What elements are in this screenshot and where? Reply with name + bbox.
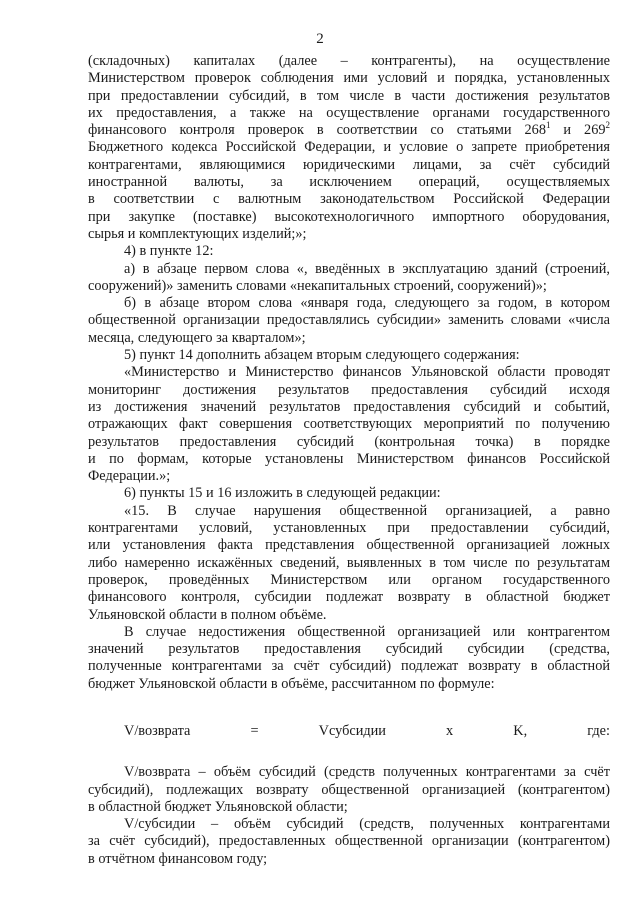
text-line: мониторинг достижения результатов предоставления субсидий исходя xyxy=(88,381,610,398)
text-line: «Министерство и Министерство финансов Ульяновской области проводят xyxy=(124,364,610,381)
text-line: субсидий), подлежащих возврату общественной организацией (контрагентом) xyxy=(88,781,610,798)
text-line: за счёт субсидий), предоставленных общественной организации (контрагентом) xyxy=(88,833,610,850)
text-line: «15. В случае нарушения общественной организацией, а равно xyxy=(124,502,610,519)
text-fragment: финансового контроля проверок в соответствии со статьями 268 xyxy=(88,122,546,139)
text-line: Федерации.»; xyxy=(88,468,171,485)
text-line: а) в абзаце первом слова «, введённых в эксплуатацию зданий (строений, xyxy=(124,260,610,277)
text-line: при закупке (поставке) высокотехнологичного импортного оборудования, xyxy=(88,208,610,225)
text-line: бюджет Ульяновской области в объёме, рассчитанном по формуле: xyxy=(88,675,495,692)
text-line: финансового контроля, субсидии подлежат возврату в областной бюджет xyxy=(88,589,610,606)
text-fragment: и 269 xyxy=(550,122,606,139)
page-number: 2 xyxy=(316,31,324,47)
text-line: В случае недостижения общественной организацией или контрагентом xyxy=(124,623,610,640)
text-line: V/возврата – объём субсидий (средств полученных контрагентами за счёт xyxy=(124,764,610,781)
text-line: из достижения значений результатов предоставления субсидий и событий, xyxy=(88,398,610,415)
formula: V/возврата = Vсубсидии x K, где: xyxy=(124,722,610,739)
text-line: 5) пункт 14 дополнить абзацем вторым следующего содержания: xyxy=(124,347,520,364)
text-line: и по формам, которые установлены Министерством финансов Российской xyxy=(88,450,610,467)
text-line: общественной организации предоставлялись субсидии» заменить словами «числа xyxy=(88,312,610,329)
text-line: в соответствии с валютным законодательством Российской Федерации xyxy=(88,191,610,208)
superscript: 1 xyxy=(545,120,551,131)
text-line: или установления факта представления общественной организацией ложных xyxy=(88,537,610,554)
text-line: V/субсидии – объём субсидий (средств, полученных контрагентами xyxy=(124,816,610,833)
text-line: при предоставлении субсидий, в том числе в части достижения результатов xyxy=(88,87,610,104)
text-line: результатов предоставления субсидий (контрольная точка) в порядке xyxy=(88,433,610,450)
text-line: отражающих факт совершения соответствующих мероприятий по получению xyxy=(88,416,610,433)
text-line: в областной бюджет Ульяновской области; xyxy=(88,798,348,815)
text-line: 6) пункты 15 и 16 изложить в следующей редакции: xyxy=(124,485,441,502)
document-body xyxy=(88,53,610,868)
text-line: б) в абзаце втором слова «января года, следующего за годом, в котором xyxy=(124,295,610,312)
text-line-with-superscripts xyxy=(88,122,610,139)
text-line: полученные контрагентами за счёт субсидий) подлежат возврату в областной xyxy=(88,658,610,675)
text-line: Ульяновской области в полном объёме. xyxy=(88,606,327,623)
text-line: значений результатов предоставления субсидий субсидии (средства, xyxy=(88,641,610,658)
text-line: контрагентами, являющимися юридическими лицами, за счёт субсидий xyxy=(88,156,610,173)
superscript: 2 xyxy=(605,120,610,131)
text-line: сооружений)» заменить словами «некапитальных строений, сооружений)»; xyxy=(88,277,547,294)
text-line: иностранной валюты, за исключением операций, осуществляемых xyxy=(88,174,610,191)
text-line: проверок, проведённых Министерством или органом государственного xyxy=(88,571,610,588)
text-line: их предоставления, а также на осуществление органами государственного xyxy=(88,104,610,121)
text-line: контрагентами условий, установленных при предоставлении субсидий, xyxy=(88,520,610,537)
text-line: сырья и комплектующих изделий;»; xyxy=(88,225,307,242)
text-line: либо намеренно искажённых сведений, выявленных в том числе по результатам xyxy=(88,554,610,571)
text-line: в отчётном финансовом году; xyxy=(88,850,268,867)
text-line: Бюджетного кодекса Российской Федерации, и условие о запрете приобретения xyxy=(88,139,610,156)
text-line: Министерством проверок соблюдения ими условий и порядка, установленных xyxy=(88,70,610,87)
text-line: (складочных) капиталах (далее – контрагенты), на осуществление xyxy=(88,53,610,69)
text-line: 4) в пункте 12: xyxy=(124,243,214,260)
text-line: месяца, следующего за кварталом»; xyxy=(88,329,306,346)
